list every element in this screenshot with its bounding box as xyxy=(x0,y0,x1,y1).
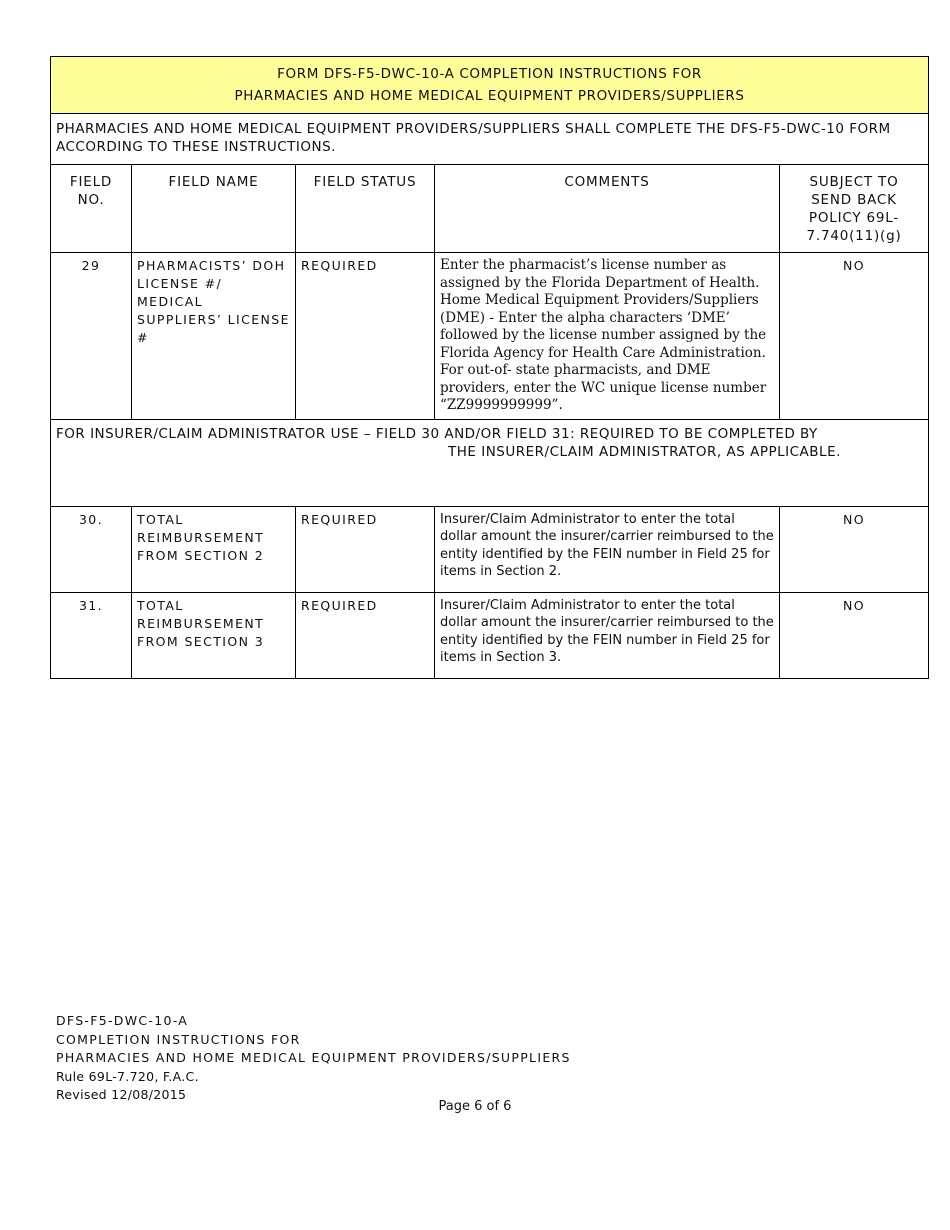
send-back-value: NO xyxy=(780,592,929,678)
intro-text: PHARMACIES AND HOME MEDICAL EQUIPMENT PROVIDERS/SUPPLIERS SHALL COMPLETE THE DFS-F5-DWC-10 FORM ACCORDING TO THESE INSTRUCTIONS. xyxy=(51,114,929,165)
field-comment: Insurer/Claim Administrator to enter the total dollar amount the insurer/carrier reimbursed to the entity identified by the FEIN number in Field 25 for items in Section 2. xyxy=(435,506,780,592)
field-name: TOTAL REIMBURSEMENT FROM SECTION 3 xyxy=(132,592,296,678)
instructions-table xyxy=(50,56,929,679)
field-number: 31. xyxy=(51,592,132,678)
table-row xyxy=(51,253,929,420)
document-footer xyxy=(56,1012,571,1105)
field-number: 29 xyxy=(51,253,132,420)
header-field-status: FIELD STATUS xyxy=(296,165,435,253)
send-back-value: NO xyxy=(780,253,929,420)
insurer-section-heading xyxy=(51,419,929,506)
field-name: TOTAL REIMBURSEMENT FROM SECTION 2 xyxy=(132,506,296,592)
header-comments: COMMENTS xyxy=(435,165,780,253)
form-title-line2: PHARMACIES AND HOME MEDICAL EQUIPMENT PROVIDERS/SUPPLIERS xyxy=(234,88,745,104)
field-status: REQUIRED xyxy=(296,253,435,420)
footer-revised: Revised 12/08/2015 xyxy=(56,1087,187,1102)
footer-line3: PHARMACIES AND HOME MEDICAL EQUIPMENT PROVIDERS/SUPPLIERS xyxy=(56,1050,571,1065)
header-field-no: FIELD NO. xyxy=(51,165,132,253)
footer-form-id: DFS-F5-DWC-10-A xyxy=(56,1013,189,1028)
field-status: REQUIRED xyxy=(296,506,435,592)
field-comment: Enter the pharmacist’s license number as assigned by the Florida Department of Health. Home Medical Equipment Providers/Suppliers (DME) - Enter the alpha characters ‘DME’ followed by the license number assigned by the Florida Agency for Health Care Administration. For out-of- state pharmacists, and DME providers, enter the WC unique license number “ZZ9999999999”. xyxy=(435,253,780,420)
field-name: PHARMACISTS’ DOH LICENSE #/ MEDICAL SUPPLIERS’ LICENSE # xyxy=(132,253,296,420)
field-comment: Insurer/Claim Administrator to enter the total dollar amount the insurer/carrier reimbursed to the entity identified by the FEIN number in Field 25 for items in Section 3. xyxy=(435,592,780,678)
page-number: Page 6 of 6 xyxy=(438,1099,512,1114)
section-row xyxy=(51,419,929,506)
table-row xyxy=(51,592,929,678)
form-title-line1: FORM DFS-F5-DWC-10-A COMPLETION INSTRUCTIONS FOR xyxy=(277,66,702,82)
instructions-sheet xyxy=(50,56,928,679)
section-heading-line1: FOR INSURER/CLAIM ADMINISTRATOR USE – FIELD 30 AND/OR FIELD 31: REQUIRED TO BE COMPLETED BY xyxy=(56,425,818,442)
field-number: 30. xyxy=(51,506,132,592)
header-send-back-policy: SUBJECT TO SEND BACK POLICY 69L-7.740(11)(g) xyxy=(780,165,929,253)
form-title-banner xyxy=(51,57,929,114)
table-row xyxy=(51,506,929,592)
footer-rule: Rule 69L-7.720, F.A.C. xyxy=(56,1068,199,1084)
section-heading-line2: THE INSURER/CLAIM ADMINISTRATOR, AS APPLICABLE. xyxy=(448,443,841,460)
column-header-row xyxy=(51,165,929,253)
send-back-value: NO xyxy=(780,506,929,592)
footer-line2: COMPLETION INSTRUCTIONS FOR xyxy=(56,1031,301,1047)
header-field-name: FIELD NAME xyxy=(132,165,296,253)
field-status: REQUIRED xyxy=(296,592,435,678)
